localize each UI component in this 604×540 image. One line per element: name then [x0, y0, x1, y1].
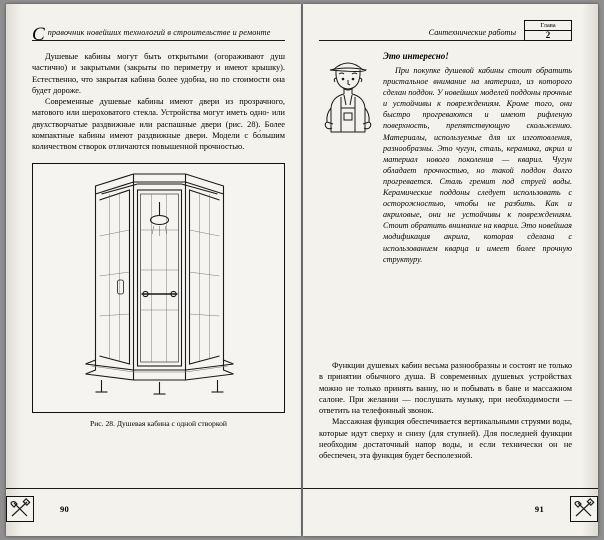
- shower-cabin-illustration: [32, 163, 285, 413]
- plumber-mascot-icon: [319, 51, 377, 137]
- chapter-badge: [524, 20, 572, 42]
- left-body-text: [32, 51, 285, 153]
- page-number: 91: [534, 504, 544, 514]
- figure-caption: Рис. 28. Душевая кабина с одной створкой: [89, 418, 227, 428]
- spread: [6, 4, 598, 536]
- running-head-dropcap: C: [32, 24, 45, 45]
- hammer-wrench-icon: [7, 497, 33, 521]
- chapter-label: Глава: [540, 21, 556, 29]
- chapter-number: 2: [525, 30, 571, 40]
- running-head-left: [32, 18, 285, 45]
- shower-cabin-drawing: [33, 164, 284, 412]
- page-number: 90: [60, 504, 70, 514]
- tools-icon: [6, 496, 34, 522]
- plumber-character-drawing: [319, 51, 377, 137]
- info-box-paragraph: При покупке душевой кабины стоит обратить пристальное внимание на материал, из которого сделан поддон. У новейших моделей поддоны прочные и устойчивы к повреждениям. Кроме того, они быстро прогреваются и имеют рифленую поверхность, препятствующую скольжению. Материалы, используемые для их изготовления, разнообразны. Это чугун, сталь, керамика, акрил и материал нового поколения — кварил. Чугун обладает прочностью, но такой поддон долго прогревается. Сталь гремит под струей воды. Керамические поддоны следует использовать с осторожностью, чтобы не разбить. Как и акриловые, они не устойчивы к повреждениям. Стоит обратить внимание на кварил. Это новейшая модификация акрила, которая сделана с использованием кварца и имеет более прочную структуру.: [383, 66, 572, 264]
- hammer-wrench-icon: [571, 497, 597, 521]
- left-page: [6, 4, 301, 536]
- right-page-content: [319, 18, 572, 526]
- right-body-text: [319, 360, 572, 462]
- running-head-title: правочник новейших технологий в строительстве и ремонте: [47, 28, 271, 37]
- left-page-content: [32, 18, 285, 526]
- paragraph: Функции душевых кабин весьма разнообразны и состоят не только в принятии обычного душа. В современных душевых устройствах можно не только принять ванну, но и побывать в бане и массажном салоне. При желании — послушать музыку, при необходимости — ответить на телефонный звонок.: [319, 361, 572, 416]
- paragraph: Современные душевые кабины имеют двери из прозрачного, матового или шероховатого стекла. Устройства могут иметь одно- или двухстворчатые раздвижные или распашные двери (рис. 28). Более компактные кабины имеют раздвижные двери. Модели с бо́льшим количеством створок отличаются повышенной прочностью.: [32, 97, 285, 152]
- info-box: [319, 51, 572, 351]
- info-box-title: Это интересно!: [383, 51, 449, 61]
- section-title: Сантехнические работы: [428, 28, 516, 37]
- paragraph: Массажная функция обеспечивается вертикальными струями воды, которые идут сверху и снизу (для ступней). Для последней функции необходим достаточный напор воды, и если технически он не обеспечен, эта функция будет бесполезной.: [319, 417, 572, 461]
- tools-icon: [570, 496, 598, 522]
- paragraph: Душевые кабины могут быть открытыми (огораживают душ частично) и закрытыми (закрыты по периметру и имеют крышку). Естественно, что закрытая кабина более удобна, но по стоимости она будет дороже.: [32, 52, 285, 95]
- right-page-footer: [303, 488, 598, 524]
- left-page-footer: [6, 488, 301, 524]
- running-head-right: [319, 18, 572, 41]
- right-page: [303, 4, 598, 536]
